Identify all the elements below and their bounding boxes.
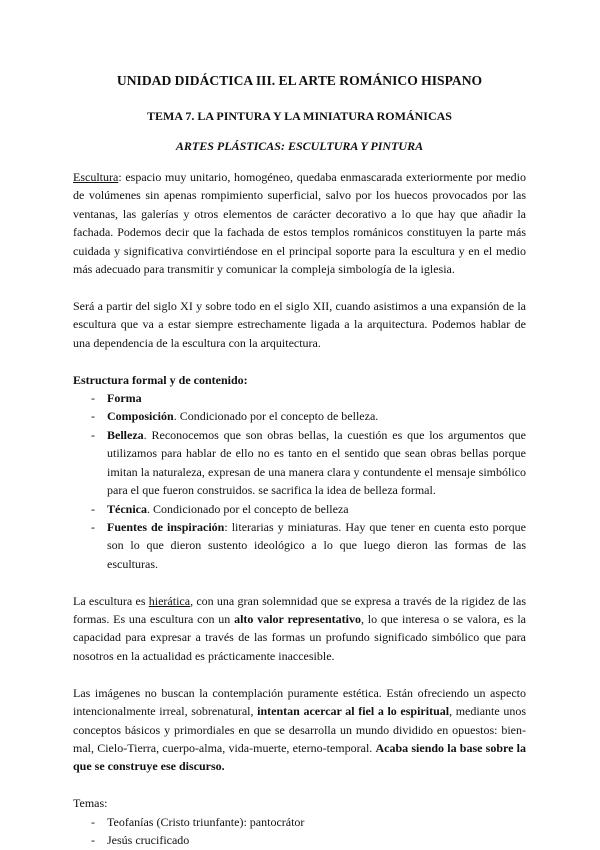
structure-heading: Estructura formal y de contenido: [73, 372, 248, 387]
themes-list [73, 813, 526, 850]
term-hieratica: hierática [148, 593, 191, 608]
list-item-term: Composición [107, 409, 174, 424]
dash-marker: - [91, 409, 95, 424]
list-item [73, 500, 526, 518]
emphasis-espiritual: intentan acercar al fiel a lo espiritual [257, 704, 450, 719]
list-item-text: : literarias y miniaturas. Hay que tener en cuenta esto porque son lo que dieron sustento ideológico a lo que luego dieron las formas de las esculturas. [107, 519, 526, 571]
unit-title: UNIDAD DIDÁCTICA III. EL ARTE ROMÁNICO HISPANO [116, 73, 483, 88]
dash-marker: - [91, 391, 95, 406]
list-item [73, 389, 526, 407]
paragraph-escultura [73, 168, 526, 278]
dash-marker: - [91, 519, 95, 534]
themes-heading: Temas: [73, 796, 108, 811]
topic-title: TEMA 7. LA PINTURA Y LA MINIATURA ROMÁNICAS [147, 109, 452, 123]
list-item-term: Forma [107, 391, 142, 406]
list-item-term: Fuentes de inspiración [107, 519, 225, 534]
text-run: , con una gran solemnidad que se expresa a través de la rigidez de las formas. Es una escultura con un [73, 593, 526, 627]
dash-marker: - [91, 501, 95, 516]
paragraph-escultura-text: : espacio muy unitario, homogéneo, quedaba enmascarada exteriormente por medio de volúmenes sin apenas rompimiento superficial, salvo por los huecos provocados por las ventanas, las galerías y otros elementos de carácter decorativo a lo que hay que añadir la fachada. Podemos decir que la fachada de estos templos románicos constituyen la parte más cuidada y significativa convirtiéndose en el principal soporte para la escultura y en el medio más adecuado para transmitir y comunicar la compleja simbología de la iglesia. [73, 170, 526, 277]
dash-marker: - [91, 833, 95, 848]
text-run: Las imágenes no buscan la contemplación puramente estética. Están ofreciendo un aspecto intencionalmente irreal, sobrenatural, [73, 685, 526, 719]
paragraph-hieratica [73, 592, 526, 666]
list-item [73, 426, 526, 500]
dash-marker: - [91, 427, 95, 442]
theme-text: Jesús crucificado [107, 833, 190, 848]
list-item [73, 813, 526, 831]
document-page [73, 72, 526, 850]
theme-text: Teofanías (Cristo triunfante): pantocrátor [107, 814, 305, 829]
emphasis-alto-valor: alto valor representativo [234, 612, 361, 627]
list-item-text: . Reconocemos que son obras bellas, la cuestión es que los argumentos que utilizamos para hablar de ello no es tanto en el sentido que sean obras bellas porque imitan la naturaleza, expresan de una manera clara y contundente el mensaje simbólico para el que fueron construidos. se sacrifica la idea de belleza formal. [107, 427, 526, 498]
structure-list [73, 389, 526, 573]
text-run: , lo que interesa o se valora, es la capacidad para expresar a través de las formas un profundo significado simbólico que para nosotros en la actualidad es prácticamente inaccesible. [73, 612, 526, 663]
list-item-term: Belleza [107, 427, 144, 442]
term-escultura: Escultura [73, 170, 119, 184]
list-item [73, 518, 526, 573]
dash-marker: - [91, 814, 95, 829]
list-item-text: . Condicionado por el concepto de belleza [147, 501, 349, 516]
list-item-term: Técnica [107, 501, 147, 516]
list-item [73, 407, 526, 425]
section-subtitle: ARTES PLÁSTICAS: ESCULTURA Y PINTURA [175, 139, 424, 153]
text-run: , mediante unos conceptos básicos y primordiales en que se desarrolla un mundo dividido en opuestos: bien-mal, Cielo-Tierra, cuerpo-alma, vida-muerte, eterno-temporal. [73, 704, 526, 755]
paragraph-siglo: Será a partir del siglo XI y sobre todo en el siglo XII, cuando asistimos a una expansión de la escultura que va a estar siempre estrechamente ligada a la arquitectura. Podemos hablar de una dependencia de la escultura con la arquitectura. [73, 298, 526, 350]
list-item [73, 831, 526, 849]
list-item-text: . Condicionado por el concepto de belleza. [173, 409, 379, 424]
emphasis-base: Acaba siendo la base sobre la que se construye ese discurso. [73, 740, 526, 774]
text-run: La escultura es [73, 593, 149, 608]
paragraph-imagenes [73, 684, 526, 776]
